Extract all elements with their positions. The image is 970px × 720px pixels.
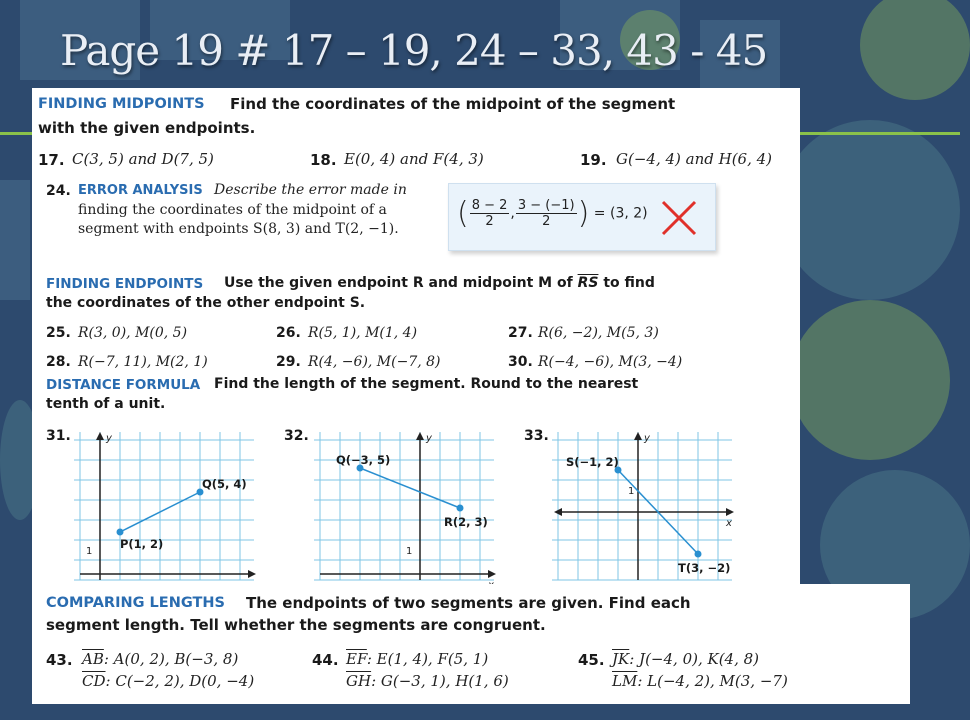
point-label: P(1, 2): [120, 537, 164, 551]
section-heading: ERROR ANALYSIS: [78, 183, 203, 198]
instruction-text: to find: [603, 275, 655, 291]
formula-result: = (3, 2): [593, 205, 648, 222]
fraction-numerator: 8 − 2: [471, 198, 508, 213]
instruction-text: segment length. Tell whether the segments are congruent.: [46, 616, 546, 634]
problem-number: 26.: [276, 325, 301, 341]
segment-endpoints: : C(−2, 2), D(0, −4): [105, 672, 255, 690]
section-heading: FINDING MIDPOINTS: [38, 96, 205, 112]
problem-text: R(5, 1), M(1, 4): [308, 325, 418, 341]
instruction-text: segment with endpoints S(8, 3) and T(2, −1).: [78, 221, 399, 237]
problem-number: 27.: [508, 325, 533, 341]
problem-number: 19.: [580, 151, 607, 169]
instruction-text: tenth of a unit.: [46, 396, 166, 412]
x-axis-label: x: [726, 518, 732, 529]
comparing-panel: [32, 584, 910, 704]
midpoint-formula: ( $\frac{8 - 2}{2}$ , $\frac{3 - (-1)}{2}$ ) = (3, 2): [457, 196, 648, 231]
instruction-text: Describe the error made in: [214, 182, 407, 198]
instruction-text: Find the coordinates of the midpoint of the segment: [230, 95, 676, 113]
fraction-numerator: 3 − (−1): [517, 198, 575, 213]
error-work-box: [448, 183, 716, 251]
problem-number: 18.: [310, 151, 337, 169]
point-label: R(2, 3): [444, 515, 488, 529]
segment-label: $\overline{JK}$: [612, 650, 630, 668]
problem-number: 25.: [46, 325, 71, 341]
instruction-text: Use the given endpoint R and midpoint M of: [224, 275, 573, 291]
segment-endpoints: : E(1, 4), F(5, 1): [366, 650, 489, 668]
point-label: Q(5, 4): [202, 477, 247, 491]
instruction-text: with the given endpoints.: [38, 119, 256, 137]
problem-number: 32.: [284, 428, 309, 444]
problem-number: 29.: [276, 354, 301, 370]
problem-number: 28.: [46, 354, 71, 370]
point-label: Q(−3, 5): [336, 453, 391, 467]
instruction-text: Find the length of the segment. Round to the nearest: [214, 376, 639, 392]
fraction-denominator: 2: [485, 214, 494, 229]
section-heading: FINDING ENDPOINTS: [46, 276, 204, 292]
problem-number: 31.: [46, 428, 71, 444]
graph-31: [74, 430, 260, 584]
problem-number: 43.: [46, 651, 73, 669]
segment-label: $\overline{LM}$: [612, 672, 638, 690]
tick-label: 1: [406, 546, 413, 557]
problem-text: R(3, 0), M(0, 5): [78, 325, 188, 341]
segment-label: $\overline{GH}$: [346, 672, 372, 690]
problem-number: 17.: [38, 151, 65, 169]
segment-label: $\overline{AB}$: [82, 650, 104, 668]
problem-text: R(4, −6), M(−7, 8): [308, 354, 441, 370]
problem-text: E(0, 4) and F(4, 3): [344, 150, 484, 168]
distance-panel: [32, 372, 800, 584]
segment-endpoints: : G(−3, 1), H(1, 6): [371, 672, 509, 690]
tick-label: 1: [86, 546, 93, 557]
segment-endpoints: : J(−4, 0), K(4, 8): [629, 650, 760, 668]
instruction-text: finding the coordinates of the midpoint of a: [78, 202, 387, 218]
problem-number: 24.: [46, 183, 71, 199]
segment-endpoints: : L(−4, 2), M(3, −7): [637, 672, 788, 690]
problem-text: R(−4, −6), M(3, −4): [538, 354, 683, 370]
problem-text: R(6, −2), M(5, 3): [538, 325, 659, 341]
problem-text: G(−4, 4) and H(6, 4): [616, 150, 773, 168]
segment-endpoints: : A(0, 2), B(−3, 8): [103, 650, 239, 668]
y-axis-label: y: [106, 433, 112, 444]
section-heading: COMPARING LENGTHS: [46, 595, 225, 611]
problem-number: 45.: [578, 651, 605, 669]
midpoints-panel: [32, 88, 800, 178]
y-axis-label: y: [426, 433, 432, 444]
segment-label: $\overline{CD}$: [82, 672, 106, 690]
section-heading: DISTANCE FORMULA: [46, 377, 201, 393]
instruction-text: the coordinates of the other endpoint S.: [46, 295, 366, 311]
problem-text: R(−7, 11), M(2, 1): [78, 354, 208, 370]
fraction-denominator: 2: [542, 214, 551, 229]
slide-title: Page 19 # 17 – 19, 24 – 33, 43 - 45: [60, 26, 768, 75]
tick-label: 1: [628, 486, 635, 497]
segment-label: $\overline{EF}$: [346, 650, 367, 668]
y-axis-label: y: [644, 433, 650, 444]
point-label: T(3, −2): [678, 561, 731, 575]
graph-33: [552, 430, 738, 584]
segment-label: $\overline{RS}$: [577, 275, 599, 291]
problem-text: C(3, 5) and D(7, 5): [72, 150, 214, 168]
instruction-text: The endpoints of two segments are given. Find each: [246, 594, 691, 612]
problem-number: 33.: [524, 428, 549, 444]
problem-number: 44.: [312, 651, 339, 669]
point-label: S(−1, 2): [566, 455, 619, 469]
problem-number: 30.: [508, 354, 533, 370]
graph-32: [314, 430, 500, 584]
red-x-icon: [659, 198, 699, 238]
